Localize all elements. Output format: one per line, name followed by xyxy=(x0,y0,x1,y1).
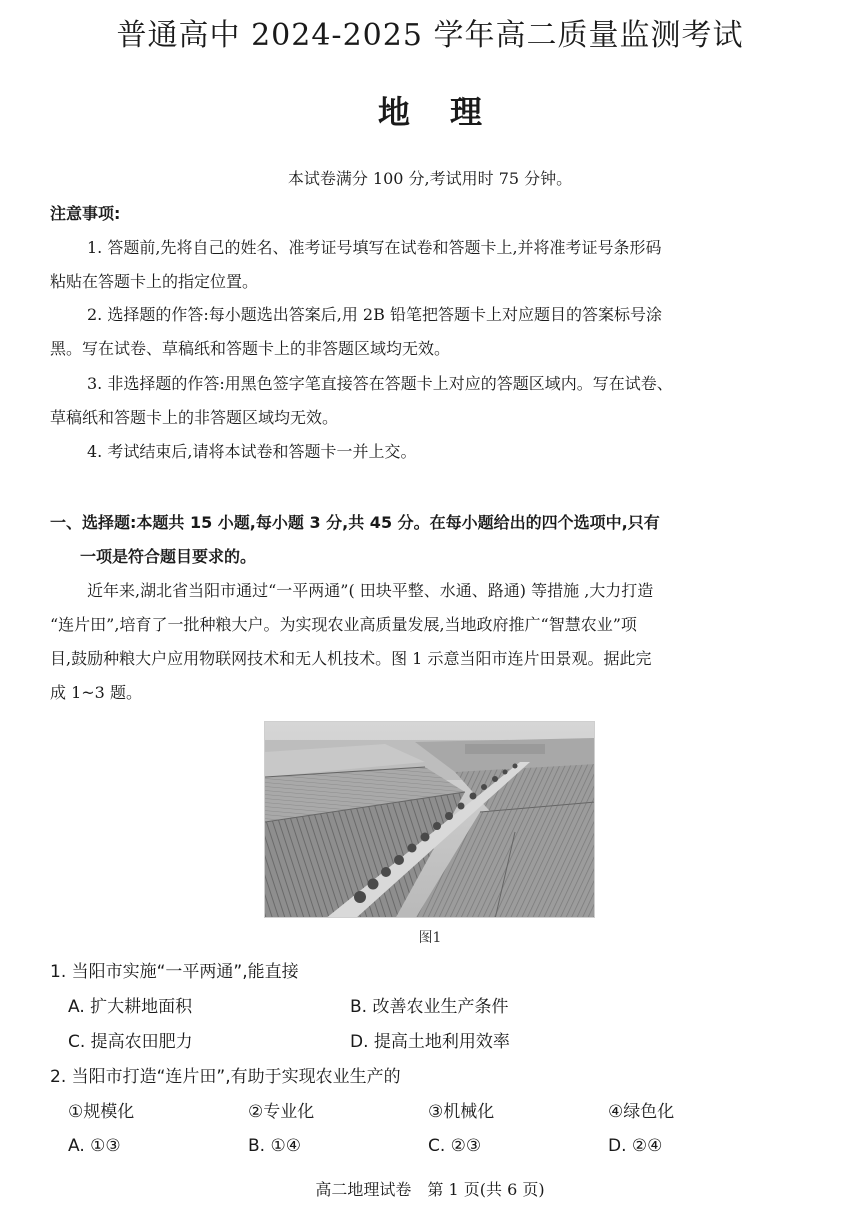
note-2-line-2: 黑。写在试卷、草稿纸和答题卡上的非答题区域均无效。 xyxy=(50,339,451,358)
question-1-option-b: B. 改善农业生产条件 xyxy=(350,997,509,1017)
figure-caption: 图1 xyxy=(418,930,442,946)
section-heading-line-1: 一、选择题:本题共 15 小题,每小题 3 分,共 45 分。在每小题给出的四个选项中,只有 xyxy=(50,513,660,532)
question-1-option-d: D. 提高土地利用效率 xyxy=(350,1032,510,1052)
page-footer: 高二地理试卷 第 1 页(共 6 页) xyxy=(315,1180,545,1199)
question-2-stem: 2. 当阳市打造“连片田”,有助于实现农业生产的 xyxy=(50,1067,401,1087)
farmland-aerial-photo xyxy=(264,721,595,918)
question-2-item-3: ③机械化 xyxy=(428,1102,495,1122)
note-3-line-1: 3. 非选择题的作答:用黑色签字笔直接答在答题卡上对应的答题区域内。写在试卷、 xyxy=(87,374,673,393)
question-2-option-d: D. ②④ xyxy=(608,1136,663,1156)
note-1-line-1: 1. 答题前,先将自己的姓名、准考证号填写在试卷和答题卡上,并将准考证号条形码 xyxy=(87,238,662,257)
note-3-line-2: 草稿纸和答题卡上的非答题区域均无效。 xyxy=(50,408,339,427)
note-item-2 xyxy=(50,298,810,366)
note-2-line-1: 2. 选择题的作答:每小题选出答案后,用 2B 铅笔把答题卡上对应题目的答案标号涂 xyxy=(87,305,662,324)
section-heading-line-2: 一项是符合题目要求的。 xyxy=(80,547,257,566)
note-item-4 xyxy=(50,435,810,469)
note-item-1 xyxy=(50,231,810,299)
question-2-item-2: ②专业化 xyxy=(248,1102,315,1122)
question-2-option-c: C. ②③ xyxy=(428,1136,482,1156)
exam-intro: 本试卷满分 100 分,考试用时 75 分钟。 xyxy=(287,169,573,188)
passage-line-1: 近年来,湖北省当阳市通过“一平两通”( 田块平整、水通、路通) 等措施 ,大力打造 xyxy=(87,581,654,600)
note-1-line-2: 粘贴在答题卡上的指定位置。 xyxy=(50,272,259,291)
notes-heading: 注意事项: xyxy=(50,204,121,223)
question-2-item-1: ①规模化 xyxy=(68,1102,135,1122)
question-1-option-c: C. 提高农田肥力 xyxy=(68,1032,193,1052)
note-item-3 xyxy=(50,367,810,435)
note-4-line-1: 4. 考试结束后,请将本试卷和答题卡一并上交。 xyxy=(87,442,417,461)
exam-title: 普通高中 2024-2025 学年高二质量监测考试 xyxy=(116,18,744,53)
section-heading xyxy=(50,506,820,574)
passage-line-4: 成 1~3 题。 xyxy=(50,683,142,702)
passage-line-2: “连片田”,培育了一批种粮大户。为实现农业高质量发展,当地政府推广“智慧农业”项 xyxy=(50,615,637,634)
subject-title: 地理 xyxy=(377,93,522,131)
passage-line-3: 目,鼓励种粮大户应用物联网技术和无人机技术。图 1 示意当阳市连片田景观。据此完 xyxy=(50,649,652,668)
question-2-item-4: ④绿色化 xyxy=(608,1102,675,1122)
question-1-stem: 1. 当阳市实施“一平两通”,能直接 xyxy=(50,962,299,982)
question-2-option-a: A. ①③ xyxy=(68,1136,121,1156)
question-2-option-b: B. ①④ xyxy=(248,1136,301,1156)
question-1-option-a: A. 扩大耕地面积 xyxy=(68,997,193,1017)
passage xyxy=(50,574,810,710)
